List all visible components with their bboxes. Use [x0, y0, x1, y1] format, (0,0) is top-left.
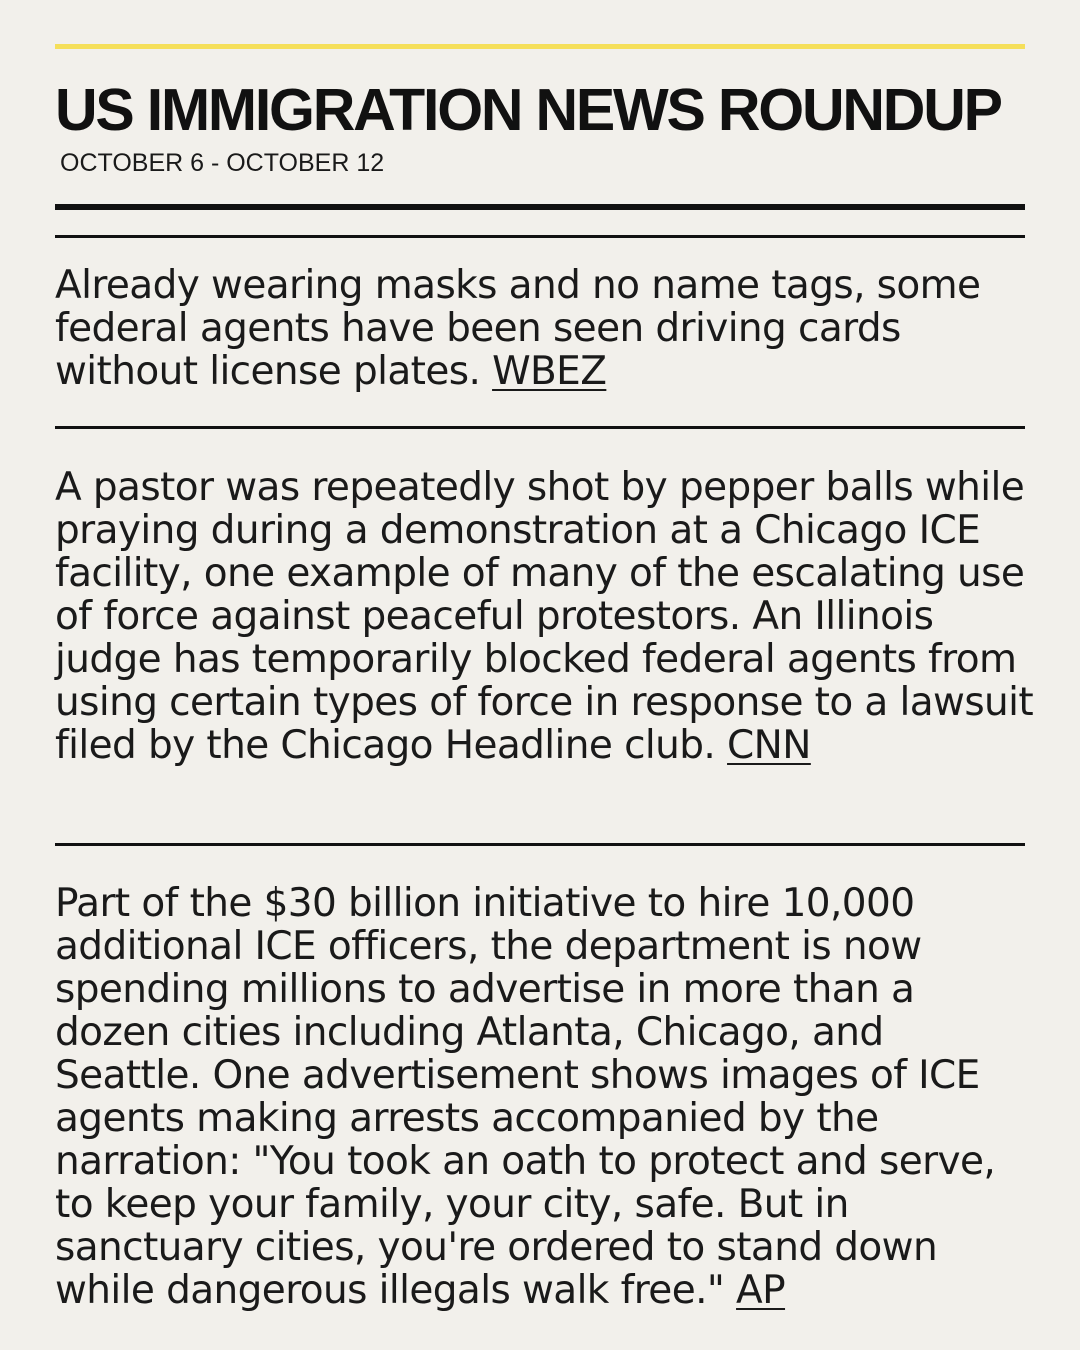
news-item-text: Part of the $30 billion initiative to hire 10,000 additional ICE officers, the department is now spending millions to advertise in more than a dozen cities including Atlanta, Chicago, and Seattle. One advertisement shows images of ICE agents making arrests accompanied by the narration: "You took an oath to protect and serve, to keep your family, your city, safe. But in sanctuary cities, you're ordered to stand down while dangerous illegals walk free." — [55, 881, 996, 1313]
news-item-pastor-pepper-balls — [55, 466, 1035, 767]
news-item-ice-recruitment-ads — [55, 882, 1035, 1312]
source-link-wbez[interactable]: WBEZ — [492, 349, 607, 394]
date-range: OCTOBER 6 - OCTOBER 12 — [60, 149, 385, 177]
page-title: US IMMIGRATION NEWS ROUNDUP — [55, 77, 1001, 143]
header-divider-thick — [55, 204, 1025, 210]
source-link-ap[interactable]: AP — [736, 1268, 786, 1313]
story-divider — [55, 426, 1025, 429]
news-item-text: A pastor was repeatedly shot by pepper balls while praying during a demonstration at a Chicago ICE facility, one example of many of the escalating use of force against peaceful protestors. An Illinois judge has temporarily blocked federal agents from using certain types of force in response to a lawsuit filed by the Chicago Headline club. — [55, 465, 1034, 768]
news-item-text: Already wearing masks and no name tags, some federal agents have been seen driving cards without license plates. — [55, 263, 981, 394]
header-divider-thin — [55, 235, 1025, 238]
story-divider — [55, 843, 1025, 846]
accent-line — [55, 44, 1025, 49]
news-item-masked-agents — [55, 264, 1035, 393]
source-link-cnn[interactable]: CNN — [727, 723, 811, 768]
